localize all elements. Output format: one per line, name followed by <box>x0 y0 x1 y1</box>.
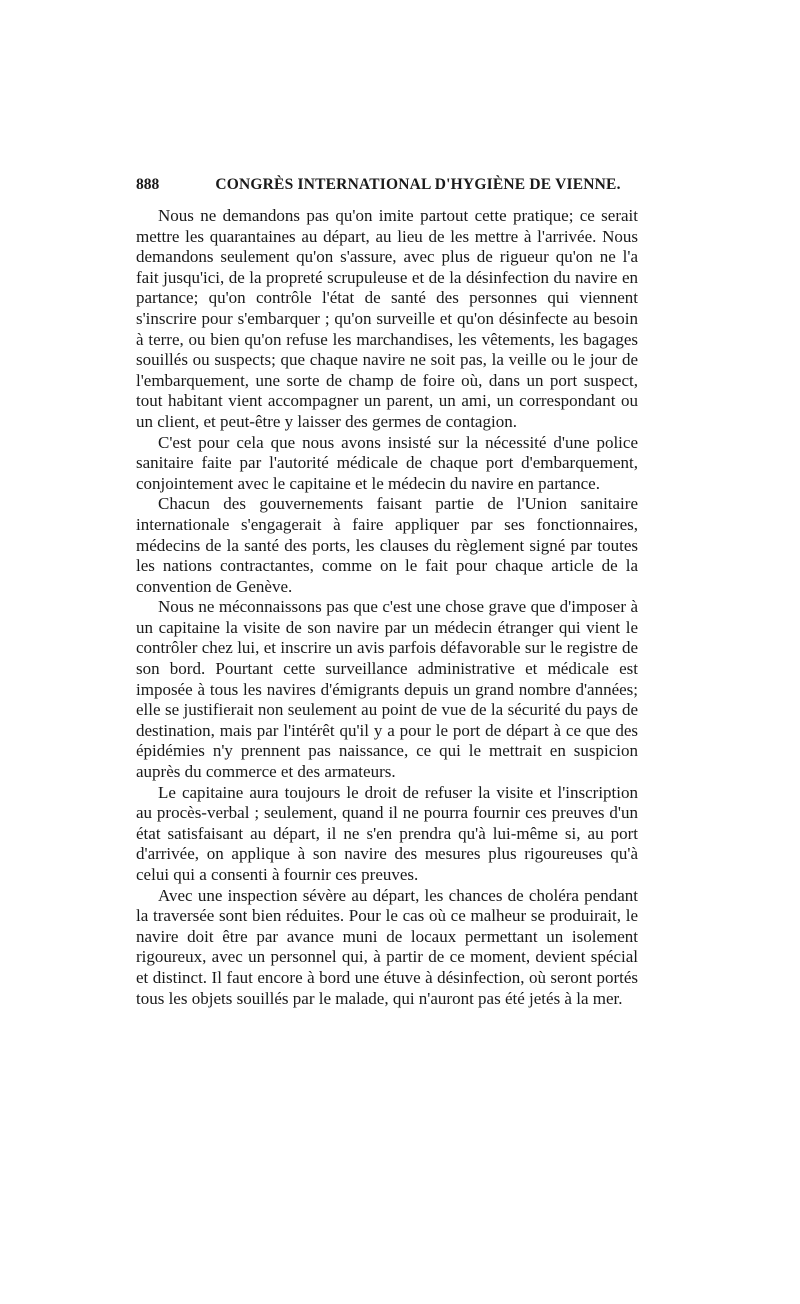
paragraph: C'est pour cela que nous avons insisté sur la nécessité d'une police sanitaire faite par l'autorité médicale de chaque port d'embarquement, conjointement avec le capitaine et le médecin du navire en partance. <box>136 432 638 493</box>
paragraph: Nous ne méconnaissons pas que c'est une chose grave que d'imposer à un capitaine la visite de son navire par un médecin étranger qui vient le contrôler chez lui, et inscrire un avis parfois défavorable sur le registre de son bord. Pourtant cette surveillance administrative et médicale est imposée à tous les navires d'émigrants depuis un grand nombre d'années; elle se justifierait non seulement au point de vue de la sécurité du pays de destination, mais par l'intérêt qu'il y a pour le port de départ à ce que des épidémies n'y prennent pas naissance, ce qui le mettrait en suspicion auprès du commerce et des armateurs. <box>136 597 638 782</box>
paragraph: Nous ne demandons pas qu'on imite partout cette pratique; ce serait mettre les quarantaines au départ, au lieu de les mettre à l'arrivée. Nous demandons seulement qu'on s'assure, avec plus de rigueur qu'on ne l'a fait jusqu'ici, de la propreté scrupuleuse et de la désinfection du navire en partance; qu'on contrôle l'état de santé des personnes qui viennent s'inscrire pour s'embarquer ; qu'on surveille et qu'on désinfecte au besoin à terre, ou bien qu'on refuse les marchandises, les vêtements, les bagages souillés ou suspects; que chaque navire ne soit pas, la veille ou le jour de l'embarquement, une sorte de champ de foire où, dans un port suspect, tout habitant vient accompagner un parent, un ami, un correspondant ou un client, et peut-être y laisser des germes de contagion. <box>136 206 638 431</box>
running-head <box>136 173 636 197</box>
paragraph: Chacun des gouvernements faisant partie de l'Union sanitaire internationale s'engagerait à faire appliquer par ses fonctionnaires, médecins de la santé des ports, les clauses du règlement signé par toutes les nations contractantes, comme on le fait pour chaque article de la convention de Genève. <box>136 494 638 596</box>
paragraph: Avec une inspection sévère au départ, les chances de choléra pendant la traversée sont bien réduites. Pour le cas où ce malheur se produirait, le navire doit être par avance muni de locaux permettant un isolement rigoureux, avec un personnel qui, à partir de ce moment, devient spécial et distinct. Il faut encore à bord une étuve à désinfection, où seront portés tous les objets souillés par le malade, qui n'auront pas été jetés à la mer. <box>136 885 638 1008</box>
page-number: 888 <box>136 176 160 193</box>
paragraph: Le capitaine aura toujours le droit de refuser la visite et l'inscription au procès-verbal ; seulement, quand il ne pourra fournir ces preuves d'un état satisfaisant au départ, il ne s'en prendra qu'à lui-même si, au port d'arrivée, on applique à son navire des mesures plus rigoureuses qu'à celui qui a consenti à fournir ces preuves. <box>136 782 638 884</box>
running-head-title: CONGRÈS INTERNATIONAL D'HYGIÈNE DE VIENNE. <box>215 176 621 193</box>
body-text <box>136 206 638 1009</box>
